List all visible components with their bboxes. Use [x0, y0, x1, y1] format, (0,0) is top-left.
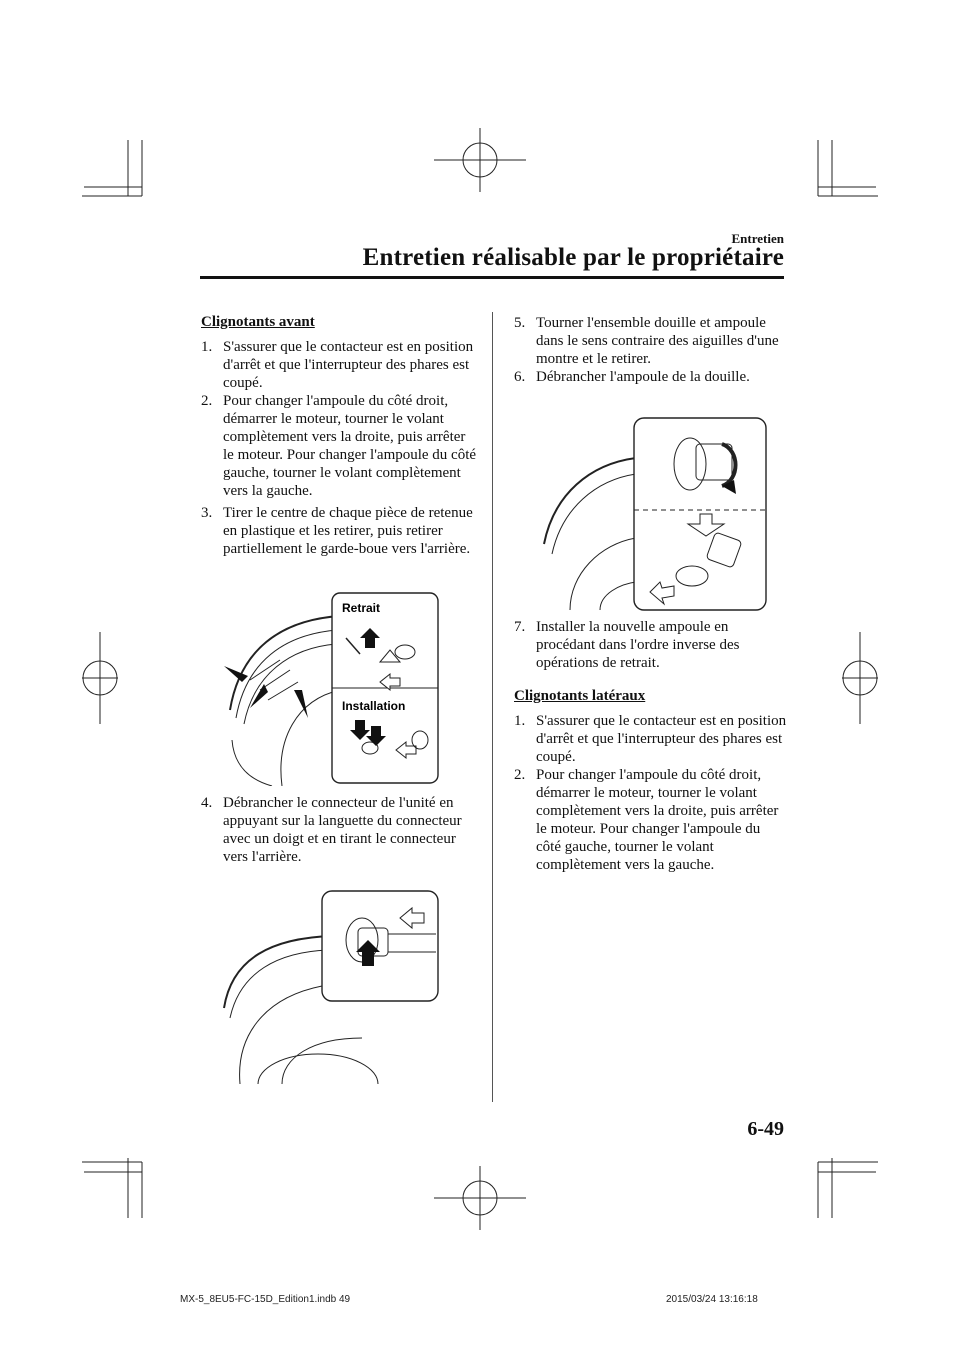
step-text: Pour changer l'ampoule du côté droit, démarrer le moteur, tourner le volant complètement vers la droite, puis arrêter le moteur. Pour changer l'ampoule du côté gauche, tourner le volant complètement vers la gauche. — [223, 393, 477, 499]
step-text: S'assurer que le contacteur est en position d'arrêt et que l'interrupteur des phares est coupé. — [536, 713, 787, 765]
page-title: Entretien réalisable par le propriétaire — [362, 244, 784, 271]
step-text: S'assurer que le contacteur est en position d'arrêt et que l'interrupteur des phares est coupé. — [223, 339, 474, 391]
label-removal: Retrait — [342, 601, 381, 615]
section-heading-front-indicators: Clignotants avant — [201, 314, 315, 330]
step-text: Tirer le centre de chaque pièce de retenue en plastique et les retirer, puis retirer partiellement le garde-boue vers l'arrière. — [223, 505, 473, 557]
step-text: Tourner l'ensemble douille et ampoule dans le sens contraire des aiguilles d'une montre et le retirer. — [536, 315, 779, 367]
side-step-2 — [514, 766, 788, 874]
step-number: 1. — [514, 713, 526, 729]
step-2 — [201, 392, 479, 500]
step-3 — [201, 504, 479, 558]
step-number: 2. — [514, 767, 526, 783]
header-rule — [200, 276, 784, 279]
step-text: Débrancher l'ampoule de la douille. — [536, 369, 750, 385]
step-text: Pour changer l'ampoule du côté droit, démarrer le moteur, tourner le volant complètement vers la droite, puis arrêter le moteur. Pour changer l'ampoule du côté gauche, tourner le volant complètement vers la gauche. — [536, 767, 779, 873]
label-installation: Installation — [342, 699, 406, 713]
figure-socket-bulb — [540, 414, 770, 614]
step-number: 7. — [514, 619, 526, 635]
inset-box — [322, 891, 438, 1001]
section-label: Entretien — [731, 231, 784, 246]
step-1 — [201, 338, 479, 392]
footer-timestamp: 2015/03/24 13:16:18 — [666, 1294, 758, 1305]
step-number: 6. — [514, 369, 526, 385]
step-7 — [514, 618, 788, 672]
figure-mudguard-retainers — [220, 590, 442, 786]
step-number: 4. — [201, 795, 213, 811]
step-text: Débrancher le connecteur de l'unité en appuyant sur la languette du connecteur avec un doigt et en tirant le connecteur vers l'arrière. — [223, 795, 462, 865]
step-number: 5. — [514, 315, 526, 331]
step-text: Installer la nouvelle ampoule en procédant dans l'ordre inverse des opérations de retrait. — [536, 619, 740, 671]
section-heading-side-indicators: Clignotants latéraux — [514, 688, 646, 704]
step-number: 2. — [201, 393, 213, 409]
page-number: 6-49 — [747, 1118, 784, 1140]
figure-connector — [222, 888, 444, 1084]
column-divider — [492, 312, 493, 1102]
footer-file: MX-5_8EU5-FC-15D_Edition1.indb 49 — [180, 1294, 351, 1305]
step-6 — [514, 368, 788, 386]
step-5 — [514, 314, 788, 368]
side-step-1 — [514, 712, 788, 766]
step-number: 1. — [201, 339, 213, 355]
step-4 — [201, 794, 479, 866]
step-number: 3. — [201, 505, 213, 521]
